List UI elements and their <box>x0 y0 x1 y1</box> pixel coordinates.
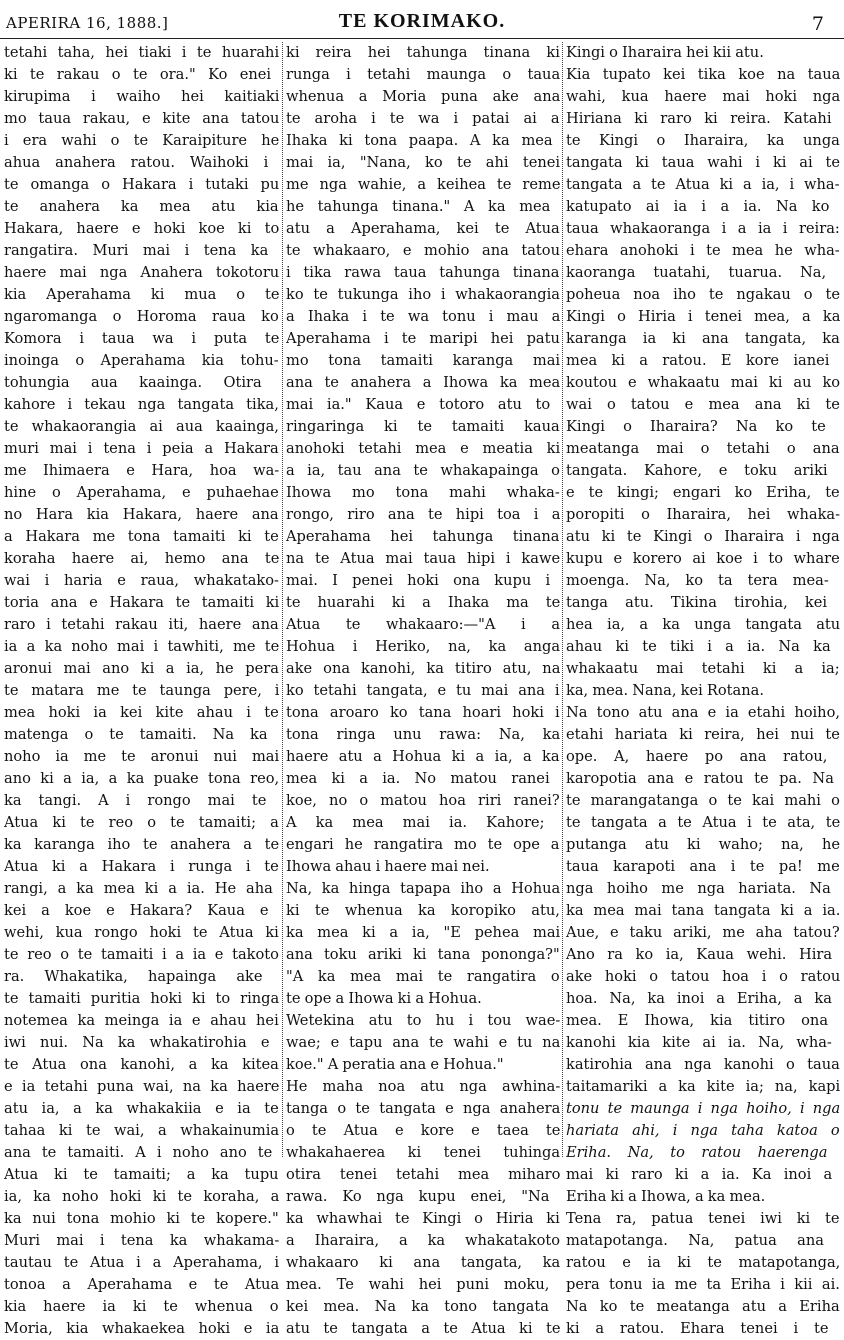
text-line: Ihaka ki tona paapa. A ka mea <box>286 132 553 149</box>
text-line: te tamaiti puritia hoki ki to ringa <box>4 990 279 1007</box>
text-line: tanga atu. Tikina tirohia, kei <box>566 594 828 611</box>
text-line: ehara anohoki i te mea he wha- <box>566 242 840 259</box>
text-line: A ka mea mai ia. Kahore; <box>286 814 545 831</box>
text-line: anohoki tetahi mea e meatia ki <box>286 440 560 457</box>
text-line: kei a koe e Hakara? Kaua e <box>4 902 269 919</box>
text-line: te huarahi ki a Ihaka ma te <box>286 594 560 611</box>
text-line: rangatira. Muri mai i tena ka <box>4 242 269 259</box>
text-line: hea ia, a ka unga tangata atu <box>566 616 840 633</box>
text-line: ka karanga iho te anahera a te <box>4 836 279 853</box>
text-line: putanga atu ki waho; na, he <box>566 836 840 853</box>
text-line: meatanga mai o tetahi o ana <box>566 440 840 457</box>
text-line: noho ia me te aronui nui mai <box>4 748 279 765</box>
text-line: kaoranga tuatahi, tuarua. Na, <box>566 264 827 281</box>
text-line: matapotanga. Na, patua ana <box>566 1232 824 1249</box>
text-line: whakaaro ki ana tangata, ka <box>286 1254 560 1271</box>
text-line: Hohua i Heriko, na, ka anga <box>286 638 560 655</box>
text-line: te reo o te tamaiti i a ia e takoto <box>4 946 279 963</box>
text-line: mea. Te wahi hei puni moku, <box>286 1276 550 1293</box>
text-line: ka nui tona mohio ki te kopere." <box>4 1210 279 1227</box>
text-line: Kingi o Iharaira hei kii atu. <box>566 44 764 61</box>
text-line: notemea ka meinga ia e ahau hei <box>4 1012 279 1029</box>
text-line: He maha noa atu nga awhina- <box>286 1078 560 1095</box>
text-line: Aperahama hei tahunga tinana <box>286 528 560 545</box>
text-line: ka mea ki a ia, "E pehea mai <box>286 924 560 941</box>
text-line: te Kingi o Iharaira, ka unga <box>566 132 840 149</box>
text-line: te whakaaro, e mohio ana tatou <box>286 242 560 259</box>
text-line: a Ihaka i te wa tonu i mau a <box>286 308 560 325</box>
text-line: taua whakaoranga i a ia i reira: <box>566 220 840 237</box>
text-line: Kingi o Hiria i tenei mea, a ka <box>566 308 840 325</box>
text-line: Hakara, haere e hoki koe ki to <box>4 220 279 237</box>
page-number: 7 <box>811 13 824 35</box>
text-line: ana toku ariki ki tana pononga?" <box>286 946 560 963</box>
text-line: ka tangi. A i rongo mai te <box>4 792 267 809</box>
text-line: ana te anahera a Ihowa ka mea <box>286 374 560 391</box>
text-line: "A ka mea mai te rangatira o <box>286 968 560 985</box>
text-line: mea hoki ia kei kite ahau i te <box>4 704 279 721</box>
text-line: ko tetahi tangata, e tu mai ana i <box>286 682 560 699</box>
text-line: tonoa a Aperahama e te Atua <box>4 1276 279 1293</box>
text-line: tautau te Atua i a Aperahama, i <box>4 1254 279 1271</box>
text-line: Na, ka hinga tapapa iho a Hohua <box>286 880 560 897</box>
text-line: Na ko te meatanga atu a Eriha <box>566 1298 840 1315</box>
text-line: Aperahama i te maripi hei patu <box>286 330 560 347</box>
text-line: o te Atua e kore e taea te <box>286 1122 560 1139</box>
text-line: te marangatanga o te kai mahi o <box>566 792 840 809</box>
text-line: mea. E Ihowa, kia titiro ona <box>566 1012 829 1029</box>
text-line: katirohia ana nga kanohi o taua <box>566 1056 840 1073</box>
text-line: ngaromanga o Horoma raua ko <box>4 308 279 325</box>
text-line: ki reira hei tahunga tinana ki <box>286 44 560 61</box>
text-line: kia haere ia ki te whenua o <box>4 1298 279 1315</box>
text-line: koe, no o matou hoa riri ranei? <box>286 792 560 809</box>
text-line: tona aroaro ko tana hoari hoki i <box>286 704 560 721</box>
text-line: Ihowa mo tona mahi whaka- <box>286 484 560 501</box>
text-line: mai ki raro ki a ia. Ka inoi a <box>566 1166 833 1183</box>
text-line: mai ia, "Nana, ko te ahi tenei <box>286 154 560 171</box>
text-line: e ia tetahi puna wai, na ka haere <box>4 1078 279 1095</box>
text-line: ahua anahera ratou. Waihoki i <box>4 154 269 171</box>
text-line: Ihowa ahau i haere mai nei. <box>286 858 490 875</box>
text-line: haere mai nga Anahera tokotoru <box>4 264 279 281</box>
text-line: wai o tatou e mea ana ki te <box>566 396 840 413</box>
text-line: muri mai i tena i peia a Hakara <box>4 440 279 457</box>
text-column-2 <box>286 42 560 1340</box>
text-line: moenga. Na, ko ta tera mea- <box>566 572 829 589</box>
text-line: rongo, riro ana te hipi toa i a <box>286 506 560 523</box>
text-line: no Hara kia Hakara, haere ana <box>4 506 279 523</box>
text-line: runga i tetahi maunga o taua <box>286 66 560 83</box>
text-line: tangata. Kahore, e toku ariki <box>566 462 828 479</box>
text-line: kanohi kia kite ai ia. Na, wha- <box>566 1034 832 1051</box>
text-line: tohungia aua kaainga. Otira <box>4 374 262 391</box>
text-line: whakaatu mai tetahi ki a ia; <box>566 660 840 677</box>
text-line: mo tona tamaiti karanga mai <box>286 352 560 369</box>
text-line: mea ki a ia. No matou ranei <box>286 770 550 787</box>
text-line: karopotia ana e ratou te pa. Na <box>566 770 834 787</box>
text-line: ia, ka noho hoki ki te koraha, a <box>4 1188 279 1205</box>
text-line: ka mea mai tana tangata ki a ia. <box>566 902 840 919</box>
text-line: atu te tangata a te Atua ki te <box>286 1320 560 1337</box>
text-line: kei mea. Na ka tono tangata <box>286 1298 549 1315</box>
text-line: atu a Aperahama, kei te Atua <box>286 220 560 237</box>
text-line: ka whawhai te Kingi o Hiria ki <box>286 1210 560 1227</box>
text-line: nga hoiho me nga hariata. Na <box>566 880 831 897</box>
text-line: aronui mai ano ki a ia, he pera <box>4 660 279 677</box>
text-line: kia Aperahama ki mua o te <box>4 286 279 303</box>
column-divider <box>562 42 563 1157</box>
text-line: iwi nui. Na ka whakatirohia e <box>4 1034 270 1051</box>
text-line: ake hoki o tatou hoa i o ratou <box>566 968 840 985</box>
text-line: tangata a te Atua ki a ia, i wha- <box>566 176 840 193</box>
text-line: pera tonu ia me ta Eriha i kii ai. <box>566 1276 840 1293</box>
text-line: rangi, a ka mea ki a ia. He aha <box>4 880 273 897</box>
text-line: etahi hariata ki reira, hei nui te <box>566 726 840 743</box>
text-line: Komora i taua wa i puta te <box>4 330 279 347</box>
text-line: koutou e whakaatu mai ki au ko <box>566 374 840 391</box>
text-line: raro i tetahi rakau iti, haere ana <box>4 616 279 633</box>
text-line: whakahaerea ki tenei tuhinga <box>286 1144 560 1161</box>
text-line: na te Atua mai taua hipi i kawe <box>286 550 560 567</box>
text-line: Eriha ki a Ihowa, a ka mea. <box>566 1188 766 1205</box>
text-line: ake ona kanohi, ka titiro atu, na <box>286 660 560 677</box>
text-line: me Ihimaera e Hara, hoa wa- <box>4 462 279 479</box>
text-line: hine o Aperahama, e puhaehae <box>4 484 279 501</box>
text-line: ra. Whakatika, hapainga ake <box>4 968 263 985</box>
text-line: Kingi o Iharaira? Na ko te <box>566 418 826 435</box>
text-line: hoa. Na, ka inoi a Eriha, a ka <box>566 990 832 1007</box>
text-line: taitamariki a ka kite ia; na, kapi <box>566 1078 840 1095</box>
text-line: tangata ki taua wahi i ki ai te <box>566 154 840 171</box>
text-line: ope. A, haere po ana ratou, <box>566 748 828 765</box>
text-line: rawa. Ko nga kupu enei, "Na <box>286 1188 550 1205</box>
text-line: ki te whenua ka koropiko atu, <box>286 902 560 919</box>
header-rule <box>0 38 844 39</box>
text-line: tonu te maunga i nga hoiho, i nga <box>566 1100 840 1117</box>
text-line: i tika rawa taua tahunga tinana <box>286 264 560 281</box>
text-line: engari he rangatira mo te ope a <box>286 836 560 853</box>
text-line: Wetekina atu to hu i tou wae- <box>286 1012 560 1029</box>
text-line: te Atua ona kanohi, a ka kitea <box>4 1056 279 1073</box>
text-line: otira tenei tetahi mea miharo <box>286 1166 560 1183</box>
text-line: tetahi taha, hei tiaki i te huarahi <box>4 44 279 61</box>
page-header <box>0 0 844 40</box>
text-line: koraha haere ai, hemo ana te <box>4 550 279 567</box>
text-line: wehi, kua rongo hoki te Atua ki <box>4 924 279 941</box>
text-line: a ia, tau ana te whakapainga o <box>286 462 560 479</box>
text-line: matenga o te tamaiti. Na ka <box>4 726 268 743</box>
text-line: Muri mai i tena ka whakama- <box>4 1232 279 1249</box>
text-line: Atua ki a Hakara i runga i te <box>4 858 279 875</box>
text-line: ana te tamaiti. A i noho ano te <box>4 1144 273 1161</box>
text-line: he tahunga tinana." A ka mea <box>286 198 551 215</box>
text-line: Kia tupato kei tika koe na taua <box>566 66 840 83</box>
text-line: wae; e tapu ana te wahi e tu na <box>286 1034 560 1051</box>
text-column-1 <box>4 42 279 1340</box>
text-line: ratou e ia ki te matapotanga, <box>566 1254 840 1271</box>
text-line: ano ki a ia, a ka puake tona reo, <box>4 770 279 787</box>
text-line: Ano ra ko ia, Kaua wehi. Hira <box>566 946 833 963</box>
text-line: tanga o te tangata e nga anahera <box>286 1100 560 1117</box>
text-line: te tangata a te Atua i te ata, te <box>566 814 840 831</box>
text-line: koe." A peratia ana e Hohua." <box>286 1056 504 1073</box>
text-line: kupu e korero ai koe i to whare <box>566 550 840 567</box>
text-line: i era wahi o te Karaipiture he <box>4 132 279 149</box>
text-column-3 <box>566 42 840 1340</box>
text-line: te aroha i te wa i patai ai a <box>286 110 560 127</box>
text-line: Hiriana ki raro ki reira. Katahi <box>566 110 832 127</box>
text-line: Atua te whakaaro:—"A i a <box>286 616 560 633</box>
text-line: inoinga o Aperahama kia tohu- <box>4 352 279 369</box>
text-line: ringaringa ki te tamaiti kaua <box>286 418 560 435</box>
text-line: a Iharaira, a ka whakatakoto <box>286 1232 560 1249</box>
text-line: whenua a Moria puna ake ana <box>286 88 560 105</box>
column-divider <box>282 42 283 1157</box>
text-line: hariata ahi, i nga taha katoa o <box>566 1122 840 1139</box>
text-line: mai. I penei hoki ona kupu i <box>286 572 551 589</box>
text-line: te whakaorangia ai aua kaainga, <box>4 418 279 435</box>
text-line: ki te rakau o te ora." Ko enei <box>4 66 272 83</box>
text-line: e te kingi; engari ko Eriha, te <box>566 484 840 501</box>
text-line: te matara me te taunga pere, i <box>4 682 279 699</box>
text-line: Tena ra, patua tenei iwi ki te <box>566 1210 840 1227</box>
text-line: tona ringa unu rawa: Na, ka <box>286 726 560 743</box>
text-line: poropiti o Iharaira, hei whaka- <box>566 506 840 523</box>
text-line: poheua noa iho te ngakau o te <box>566 286 840 303</box>
text-line: a Hakara me tona tamaiti ki te <box>4 528 279 545</box>
text-line: atu ki te Kingi o Iharaira i nga <box>566 528 840 545</box>
text-line: tahaa ki te wai, a whakainumia <box>4 1122 279 1139</box>
text-line: Moria, kia whakaekea hoki e ia <box>4 1320 279 1337</box>
text-line: te ope a Ihowa ki a Hohua. <box>286 990 482 1007</box>
text-line: atu ia, a ka whakakiia e ia te <box>4 1100 279 1117</box>
text-line: wahi, kua haere mai hoki nga <box>566 88 840 105</box>
text-line: katupato ai ia i a ia. Na ko <box>566 198 830 215</box>
header-date: APERIRA 16, 1888.] <box>6 14 169 32</box>
text-line: Na tono atu ana e ia etahi hoiho, <box>566 704 840 721</box>
text-line: te omanga o Hakara i tutaki pu <box>4 176 279 193</box>
text-line: ko te tukunga iho i whakaorangia <box>286 286 560 303</box>
text-line: ahau ki te tiki i a ia. Na ka <box>566 638 831 655</box>
text-line: mai ia." Kaua e totoro atu to <box>286 396 551 413</box>
text-line: Atua ki te tamaiti; a ka tupu <box>4 1166 279 1183</box>
text-line: te anahera ka mea atu kia <box>4 198 279 215</box>
text-line: ia a ka noho mai i tawhiti, me te <box>4 638 279 655</box>
text-line: mea ki a ratou. E kore ianei <box>566 352 830 369</box>
text-line: ki a ratou. Ehara tenei i te <box>566 1320 829 1337</box>
text-line: me nga wahie, a keihea te reme <box>286 176 560 193</box>
text-line: mo taua rakau, e kite ana tatou <box>4 110 279 127</box>
text-line: Atua ki te reo o te tamaiti; a <box>4 814 279 831</box>
text-line: karanga ia ki ana tangata, ka <box>566 330 840 347</box>
text-line: Aue, e taku ariki, me aha tatou? <box>566 924 840 941</box>
text-line: wai i haria e raua, whakatako- <box>4 572 279 589</box>
text-line: ka, mea. Nana, kei Rotana. <box>566 682 764 699</box>
text-line: toria ana e Hakara te tamaiti ki <box>4 594 279 611</box>
text-line: haere atu a Hohua ki a ia, a ka <box>286 748 560 765</box>
text-line: Eriha. Na, to ratou haerenga <box>566 1144 828 1161</box>
text-line: kirupima i waiho hei kaitiaki <box>4 88 279 105</box>
text-line: taua karapoti ana i te pa! me <box>566 858 840 875</box>
text-line: kahore i tekau nga tangata tika, <box>4 396 279 413</box>
newspaper-title: TE KORIMAKO. <box>338 10 506 32</box>
